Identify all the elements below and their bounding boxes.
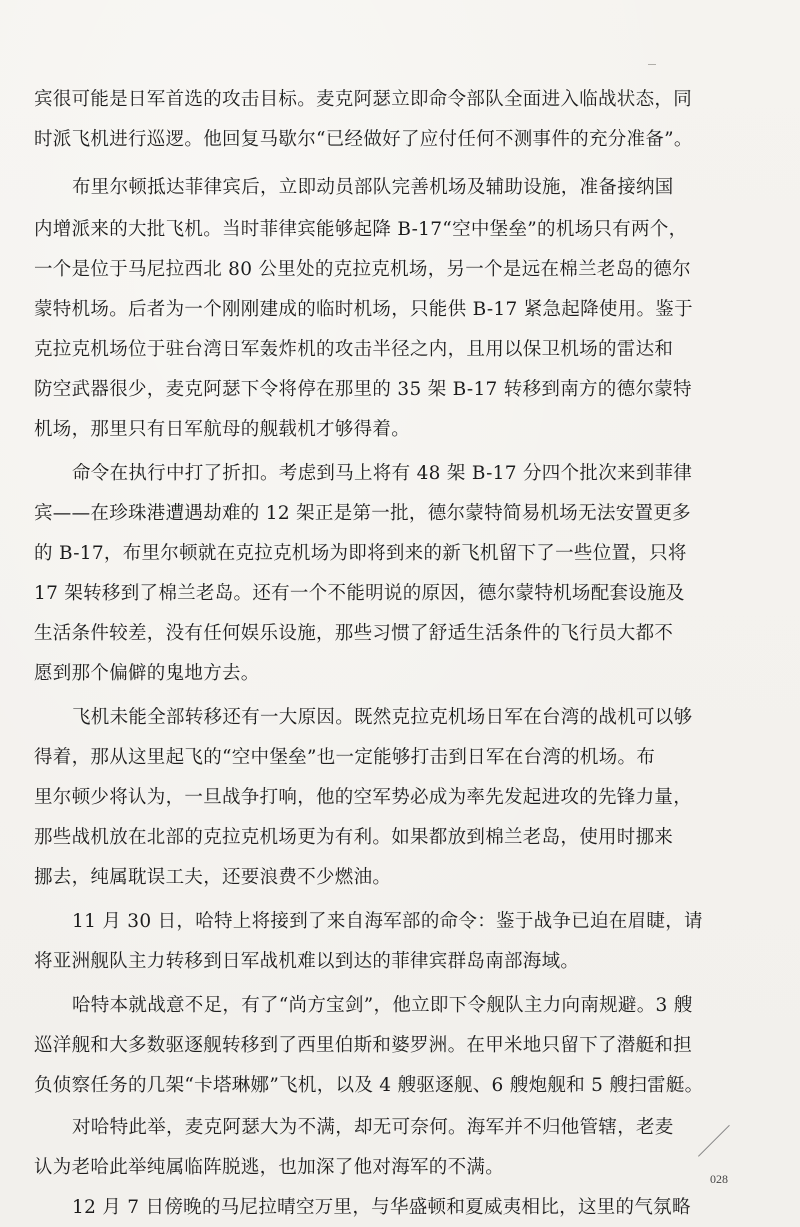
text-line: 蒙特机场。后者为一个刚刚建成的临时机场，只能供 B-17 紧急起降使用。鉴于 — [34, 299, 693, 320]
text-line: 命令在执行中打了折扣。考虑到马上将有 48 架 B-17 分四个批次来到菲律 — [72, 463, 693, 484]
text-line: 17 架转移到了棉兰老岛。还有一个不能明说的原因，德尔蒙特机场配套设施及 — [34, 583, 685, 604]
text-line: 11 月 30 日，哈特上将接到了来自海军部的命令：鉴于战争已迫在眉睫，请 — [72, 911, 703, 932]
text-line: 时派飞机进行巡逻。他回复马歇尔“已经做好了应付任何不测事件的充分准备”。 — [34, 129, 693, 150]
text-line: 内增派来的大批飞机。当时菲律宾能够起降 B-17“空中堡垒”的机场只有两个， — [34, 219, 688, 240]
text-line: 宾——在珍珠港遭遇劫难的 12 架正是第一批，德尔蒙特简易机场无法安置更多 — [34, 503, 691, 524]
text-line: 宾很可能是日军首选的攻击目标。麦克阿瑟立即命令部队全面进入临战状态，同 — [34, 89, 693, 110]
text-line: 防空武器很少，麦克阿瑟下令将停在那里的 35 架 B-17 转移到南方的德尔蒙特 — [34, 379, 692, 400]
text-line: 挪去，纯属耽误工夫，还要浪费不少燃油。 — [34, 867, 392, 888]
text-line: 飞机未能全部转移还有一大原因。既然克拉克机场日军在台湾的战机可以够 — [72, 707, 693, 728]
text-line: 哈特本就战意不足，有了“尚方宝剑”，他立即下令舰队主力向南规避。3 艘 — [72, 995, 693, 1016]
text-line: 对哈特此举，麦克阿瑟大为不满，却无可奈何。海军并不归他管辖，老麦 — [72, 1117, 674, 1138]
text-line: 的 B-17，布里尔顿就在克拉克机场为即将到来的新飞机留下了一些位置，只将 — [34, 543, 687, 564]
scan-mark — [648, 64, 656, 65]
text-line: 12 月 7 日傍晚的马尼拉晴空万里，与华盛顿和夏威夷相比，这里的气氛略 — [72, 1197, 691, 1218]
text-line: 将亚洲舰队主力转移到日军战机难以到达的菲律宾群岛南部海域。 — [34, 951, 580, 972]
text-line: 机场，那里只有日军航母的舰载机才够得着。 — [34, 419, 411, 440]
text-line: 负侦察任务的几架“卡塔琳娜”飞机，以及 4 艘驱逐舰、6 艘炮舰和 5 艘扫雷艇。 — [34, 1075, 704, 1096]
text-line: 布里尔顿抵达菲律宾后，立即动员部队完善机场及辅助设施，准备接纳国 — [72, 177, 674, 198]
text-line: 认为老哈此举纯属临阵脱逃，也加深了他对海军的不满。 — [34, 1157, 505, 1178]
text-line: 生活条件较差，没有任何娱乐设施，那些习惯了舒适生活条件的飞行员大都不 — [34, 623, 674, 644]
text-line: 那些战机放在北部的克拉克机场更为有利。如果都放到棉兰老岛，使用时挪来 — [34, 827, 674, 848]
text-line: 得着，那从这里起飞的“空中堡垒”也一定能够打击到日军在台湾的机场。布 — [34, 747, 656, 768]
text-line: 克拉克机场位于驻台湾日军轰炸机的攻击半径之内，且用以保卫机场的雷达和 — [34, 339, 674, 360]
text-line: 一个是位于马尼拉西北 80 公里处的克拉克机场，另一个是远在棉兰老岛的德尔 — [34, 259, 691, 280]
page-number: 028 — [710, 1172, 728, 1186]
text-line: 巡洋舰和大多数驱逐舰转移到了西里伯斯和婆罗洲。在甲米地只留下了潜艇和担 — [34, 1035, 693, 1056]
text-line: 里尔顿少将认为，一旦战争打响，他的空军势必成为率先发起进攻的先锋力量， — [34, 787, 693, 808]
text-line: 愿到那个偏僻的鬼地方去。 — [34, 663, 260, 684]
